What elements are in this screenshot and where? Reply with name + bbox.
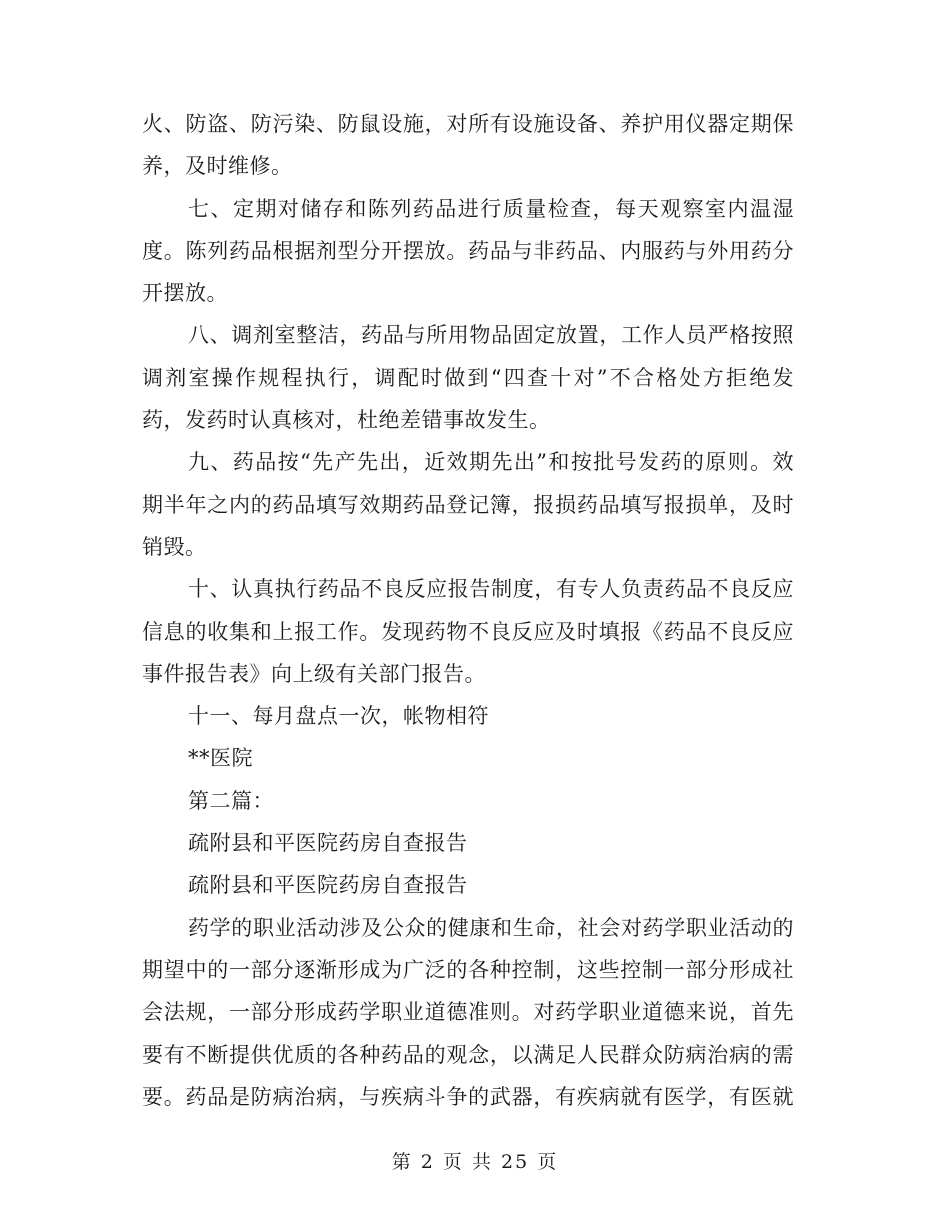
text-line: 九、药品按“先产先出，近效期先出”和按批号发药的原则。效 [188, 450, 794, 475]
text-line: 火、防盗、防污染、防鼠设施，对所有设施设备、养护用仪器定期保 [142, 112, 794, 136]
text-line: 要有不断提供优质的各种药品的观念，以满足人民群众防病治病的需 [142, 1042, 794, 1067]
text-line: 度。陈列药品根据剂型分开摆放。药品与非药品、内服药与外用药分 [142, 238, 794, 263]
text-line: **医院 [188, 746, 253, 771]
text-line: 调剂室操作规程执行，调配时做到“四查十对”不合格处方拒绝发 [142, 365, 794, 390]
text-line: 药，发药时认真核对，杜绝差错事故发生。 [142, 408, 551, 433]
text-line: 信息的收集和上报工作。发现药物不良反应及时填报《药品不良反应 [142, 619, 794, 644]
text-line: 十、认真执行药品不良反应报告制度，有专人负责药品不良反应 [188, 577, 794, 602]
text-line: 养，及时维修。 [142, 154, 293, 179]
text-line: 开摆放。 [142, 281, 228, 306]
section-heading: 第二篇： [188, 788, 274, 813]
page-number: 2 [420, 1151, 435, 1173]
text-line: 八、调剂室整洁，药品与所用物品固定放置，工作人员严格按照 [188, 323, 794, 348]
footer-middle: 页 共 [442, 1151, 493, 1173]
document-body [142, 103, 794, 1118]
footer-suffix: 页 [537, 1151, 559, 1173]
text-line: 销毁。 [142, 534, 207, 559]
text-line: 七、定期对储存和陈列药品进行质量检查，每天观察室内温湿 [188, 196, 794, 221]
text-line: 期望中的一部分逐渐形成为广泛的各种控制，这些控制一部分形成社 [142, 957, 794, 982]
footer-prefix: 第 [391, 1151, 413, 1173]
text-line: 药学的职业活动涉及公众的健康和生命，社会对药学职业活动的 [188, 915, 794, 940]
text-line: 期半年之内的药品填写效期药品登记簿，报损药品填写报损单，及时 [142, 492, 794, 517]
page-footer [0, 1147, 950, 1174]
report-title: 疏附县和平医院药房自查报告 [188, 873, 468, 898]
text-line: 会法规，一部分形成药学职业道德准则。对药学职业道德来说，首先 [142, 1000, 794, 1025]
text-line: 事件报告表》向上级有关部门报告。 [142, 661, 486, 686]
total-pages: 25 [501, 1151, 530, 1173]
report-title: 疏附县和平医院药房自查报告 [188, 831, 468, 856]
text-line: 十一、每月盘点一次，帐物相符 [188, 704, 489, 729]
text-line: 要。药品是防病治病，与疾病斗争的武器，有疾病就有医学，有医就 [142, 1084, 794, 1109]
